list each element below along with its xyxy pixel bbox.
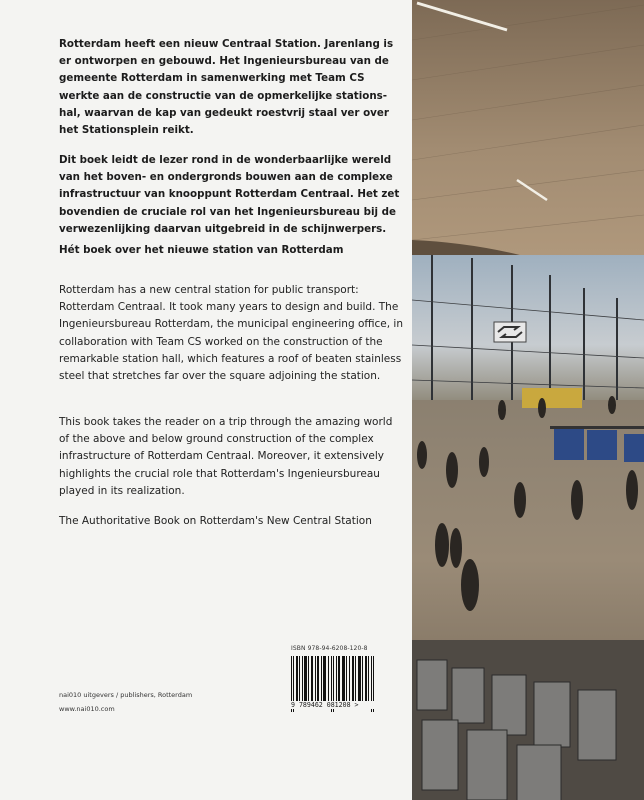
isbn-number: ISBN 978-94-6208-120-8 [291,645,368,652]
station-hall-illustration [412,0,644,800]
english-paragraph-2: This book takes the reader on a trip through the amazing world of the above and below ground construction of the complex infrastructure of Rotterdam Centraal. Moreover, it extensively highlights the crucial role that Rotterdam's Ingenieursbureau played in its realization. [59,416,393,497]
dutch-paragraph-2: Dit boek leidt de lezer rond in de wonderbaarlijke wereld van het boven- en ondergronds bouwen aan de complexe infrastructuur van knooppunt Rotterdam Centraal. Het zet bovendien de cruciale rol van het Ingenieursbureau bij de verwezenlijking daarvan uitgebreid in de schijnwerpers. [59,154,400,235]
english-tagline: The Authoritative Book on Rotterdam's New Central Station [59,515,372,527]
barcode-digits: 9 789462 081208 > [291,701,381,709]
publisher-name: nai010 uitgevers / publishers, Rotterdam [59,691,193,699]
station-hall-photo [412,0,644,800]
english-paragraph-1: Rotterdam has a new central station for public transport: Rotterdam Centraal. It took many years to design and build. The Ingenieursbureau Rotterdam, the municipal engineering office, in collaboration with Team CS worked on the construction of the remarkable station hall, which features a roof of beaten stainless steel that stretches far over the square adjoining the station. [59,284,404,383]
publisher-website: www.nai010.com [59,705,115,713]
publisher-info [59,688,192,716]
dutch-paragraph-1: Rotterdam heeft een nieuw Centraal Station. Jarenlang is er ontworpen en gebouwd. Het Ingenieursbureau van de gemeente Rotterdam in samenwerking met Team CS werkte aan de constructie van de opmerkelijke stations-hal, waarvan de kap van gedeukt roestvrij staal ver over het Stationsplein reikt. [59,38,394,137]
dutch-tagline: Hét boek over het nieuwe station van Rotterdam [59,244,344,256]
